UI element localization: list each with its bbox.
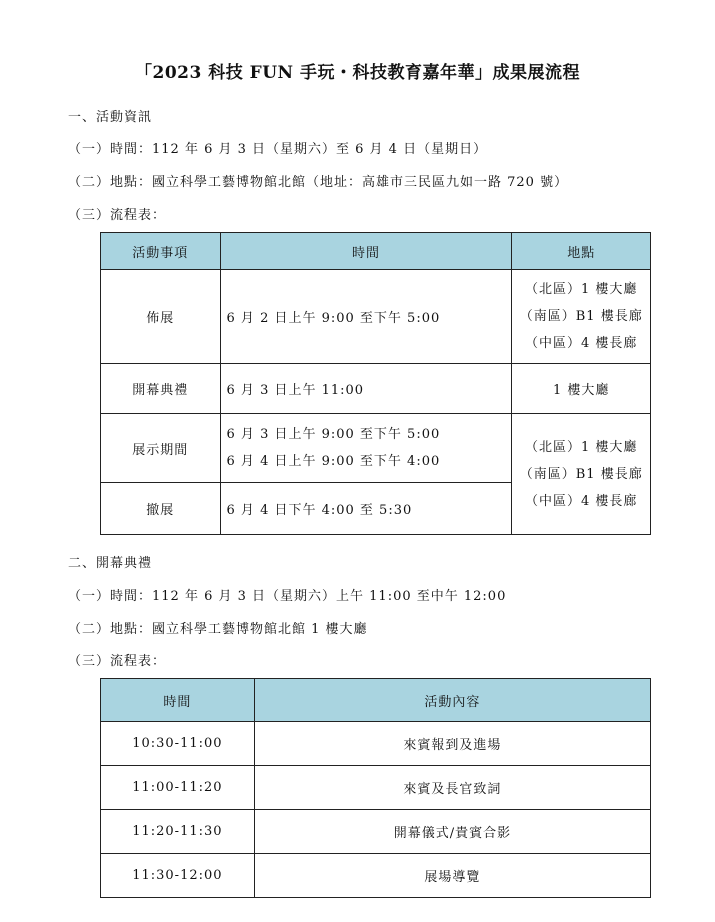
row-item: 佈展: [101, 270, 221, 364]
table-row: [101, 364, 651, 414]
section2-place: （二）地點：國立科學工藝博物館北館 1 樓大廳: [68, 622, 368, 637]
row-place: 1 樓大廳: [512, 364, 651, 414]
table-row: [101, 270, 651, 364]
time-day1: 6 月 3 日上午 9:00 至下午 5:00: [226, 427, 441, 442]
row-time: 6 月 4 日下午 4:00 至 5:30: [220, 483, 512, 535]
place-central: （中區）4 樓長廊: [525, 336, 638, 351]
row-time: 11:30-12:00: [101, 854, 255, 898]
exhibition-schedule-table: [100, 232, 651, 535]
place-north: （北區）1 樓大廳: [525, 439, 638, 455]
row-time: 6 月 3 日上午 11:00: [220, 364, 512, 414]
place-central: （中區）4 樓長廊: [525, 493, 638, 509]
header-time: 時間: [101, 679, 255, 722]
place-south: （南區）B1 樓長廊: [519, 309, 643, 324]
section1-schedule-label: （三）流程表：: [68, 208, 167, 223]
place-south: （南區）B1 樓長廊: [519, 466, 643, 482]
section1-place: （二）地點：國立科學工藝博物館北館（地址：高雄市三民區九如一路 720 號）: [68, 175, 569, 190]
time-day2: 6 月 4 日上午 9:00 至下午 4:00: [226, 454, 441, 469]
section1-heading: 一、活動資訊: [68, 110, 153, 125]
table-row: [101, 722, 651, 766]
row-item: 開幕典禮: [101, 364, 221, 414]
row-time: 11:00-11:20: [101, 766, 255, 810]
table-row: [101, 766, 651, 810]
row-places: [512, 270, 651, 364]
table-row: [101, 414, 651, 483]
row-content: 展場導覽: [254, 854, 650, 898]
header-place: 地點: [512, 233, 651, 270]
row-time: 6 月 2 日上午 9:00 至下午 5:00: [220, 270, 512, 364]
row-content: 開幕儀式/貴賓合影: [254, 810, 650, 854]
row-time: 11:20-11:30: [101, 810, 255, 854]
page-title: 「2023 科技 FUN 手玩・科技教育嘉年華」成果展流程: [134, 63, 580, 83]
header-item: 活動事項: [101, 233, 221, 270]
header-content: 活動內容: [254, 679, 650, 722]
row-time: 10:30-11:00: [101, 722, 255, 766]
section2-heading: 二、開幕典禮: [68, 556, 153, 571]
row-content: 來賓及長官致詞: [254, 766, 650, 810]
table-header-row: [101, 233, 651, 270]
header-time: 時間: [220, 233, 512, 270]
section2-time: （一）時間：112 年 6 月 3 日（星期六）上午 11:00 至中午 12:00: [68, 589, 507, 604]
row-times: [220, 414, 512, 483]
place-north: （北區）1 樓大廳: [525, 282, 638, 297]
ceremony-schedule-table: [100, 678, 651, 898]
row-places: [512, 414, 651, 535]
table-row: [101, 854, 651, 898]
section1-time: （一）時間：112 年 6 月 3 日（星期六）至 6 月 4 日（星期日）: [68, 142, 488, 157]
table-row: [101, 810, 651, 854]
row-content: 來賓報到及進場: [254, 722, 650, 766]
section2-schedule-label: （三）流程表：: [68, 654, 167, 669]
row-item: 展示期間: [101, 414, 221, 483]
row-item: 撤展: [101, 483, 221, 535]
table-header-row: [101, 679, 651, 722]
